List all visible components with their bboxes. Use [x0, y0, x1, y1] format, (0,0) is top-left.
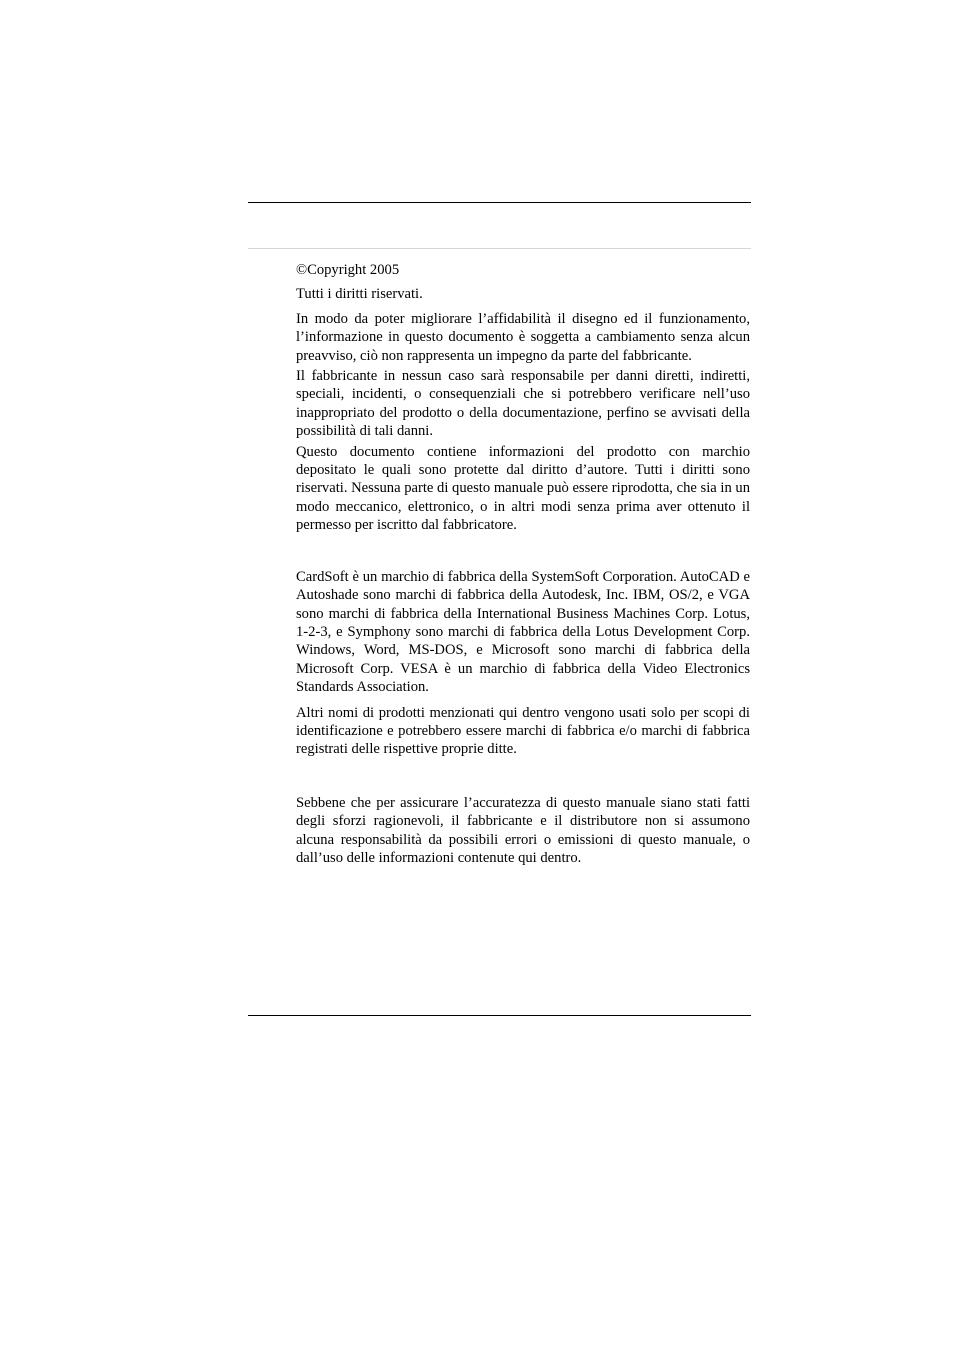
copyright-notice-body: [296, 261, 750, 867]
change-notice-paragraph: In modo da poter migliorare l’affidabilità il disegno ed il funzionamento, l’informazione in questo documento è soggetta a cambiamento senza alcun preavviso, ciò non rappresenta un impegno da parte del fabbricante.: [296, 310, 750, 364]
footer-rule: [248, 1015, 751, 1016]
section-spacer: [296, 535, 750, 568]
header-subrule: [248, 248, 751, 249]
copyright-line: ©Copyright 2005: [296, 262, 400, 278]
other-names-paragraph: Altri nomi di prodotti menzionati qui dentro vengono usati solo per scopi di identificazione e potrebbero essere marchi di fabbrica e/o marchi di fabbrica registrati delle rispettive proprie ditte.: [296, 704, 750, 758]
header-rule: [248, 202, 751, 203]
protected-info-paragraph: Questo documento contiene informazioni del prodotto con marchio depositato le quali sono protette dal diritto d’autore. Tutti i diritti sono riservati. Nessuna parte di questo manuale può essere riprodotta, che sia in un modo meccanico, elettronico, o in altri modi senza prima aver ottenuto il permesso per iscritto dal fabbricatore.: [296, 443, 750, 534]
section-spacer: [296, 759, 750, 794]
rights-reserved-line: Tutti i diritti riservati.: [296, 286, 423, 303]
disclaimer-paragraph: Sebbene che per assicurare l’accuratezza di questo manuale siano stati fatti degli sforzi ragionevoli, il fabbricante e il distributore non si assumono alcuna responsabilità da possibili errori o emissioni di questo manuale, o dall’uso delle informazioni contenute qui dentro.: [296, 794, 750, 866]
trademarks-paragraph: CardSoft è un marchio di fabbrica della SystemSoft Corporation. AutoCAD e Autoshade sono marchi di fabbrica della Autodesk, Inc. IBM, OS/2, e VGA sono marchi di fabbrica della International Business Machines Corp. Lotus, 1-2-3, e Symphony sono marchi di fabbrica della Lotus Development Corp. Windows, Word, MS-DOS, e Microsoft sono marchi di fabbrica della Microsoft Corp. VESA è un marchio di fabbrica della Video Electronics Standards Association.: [296, 568, 750, 696]
liability-paragraph: Il fabbricante in nessun caso sarà responsabile per danni diretti, indiretti, speciali, incidenti, o consequenziali che si potrebbero verificare nell’uso inappropriato del prodotto o della documentazione, perfino se avvisati della possibilità di tali danni.: [296, 368, 750, 440]
